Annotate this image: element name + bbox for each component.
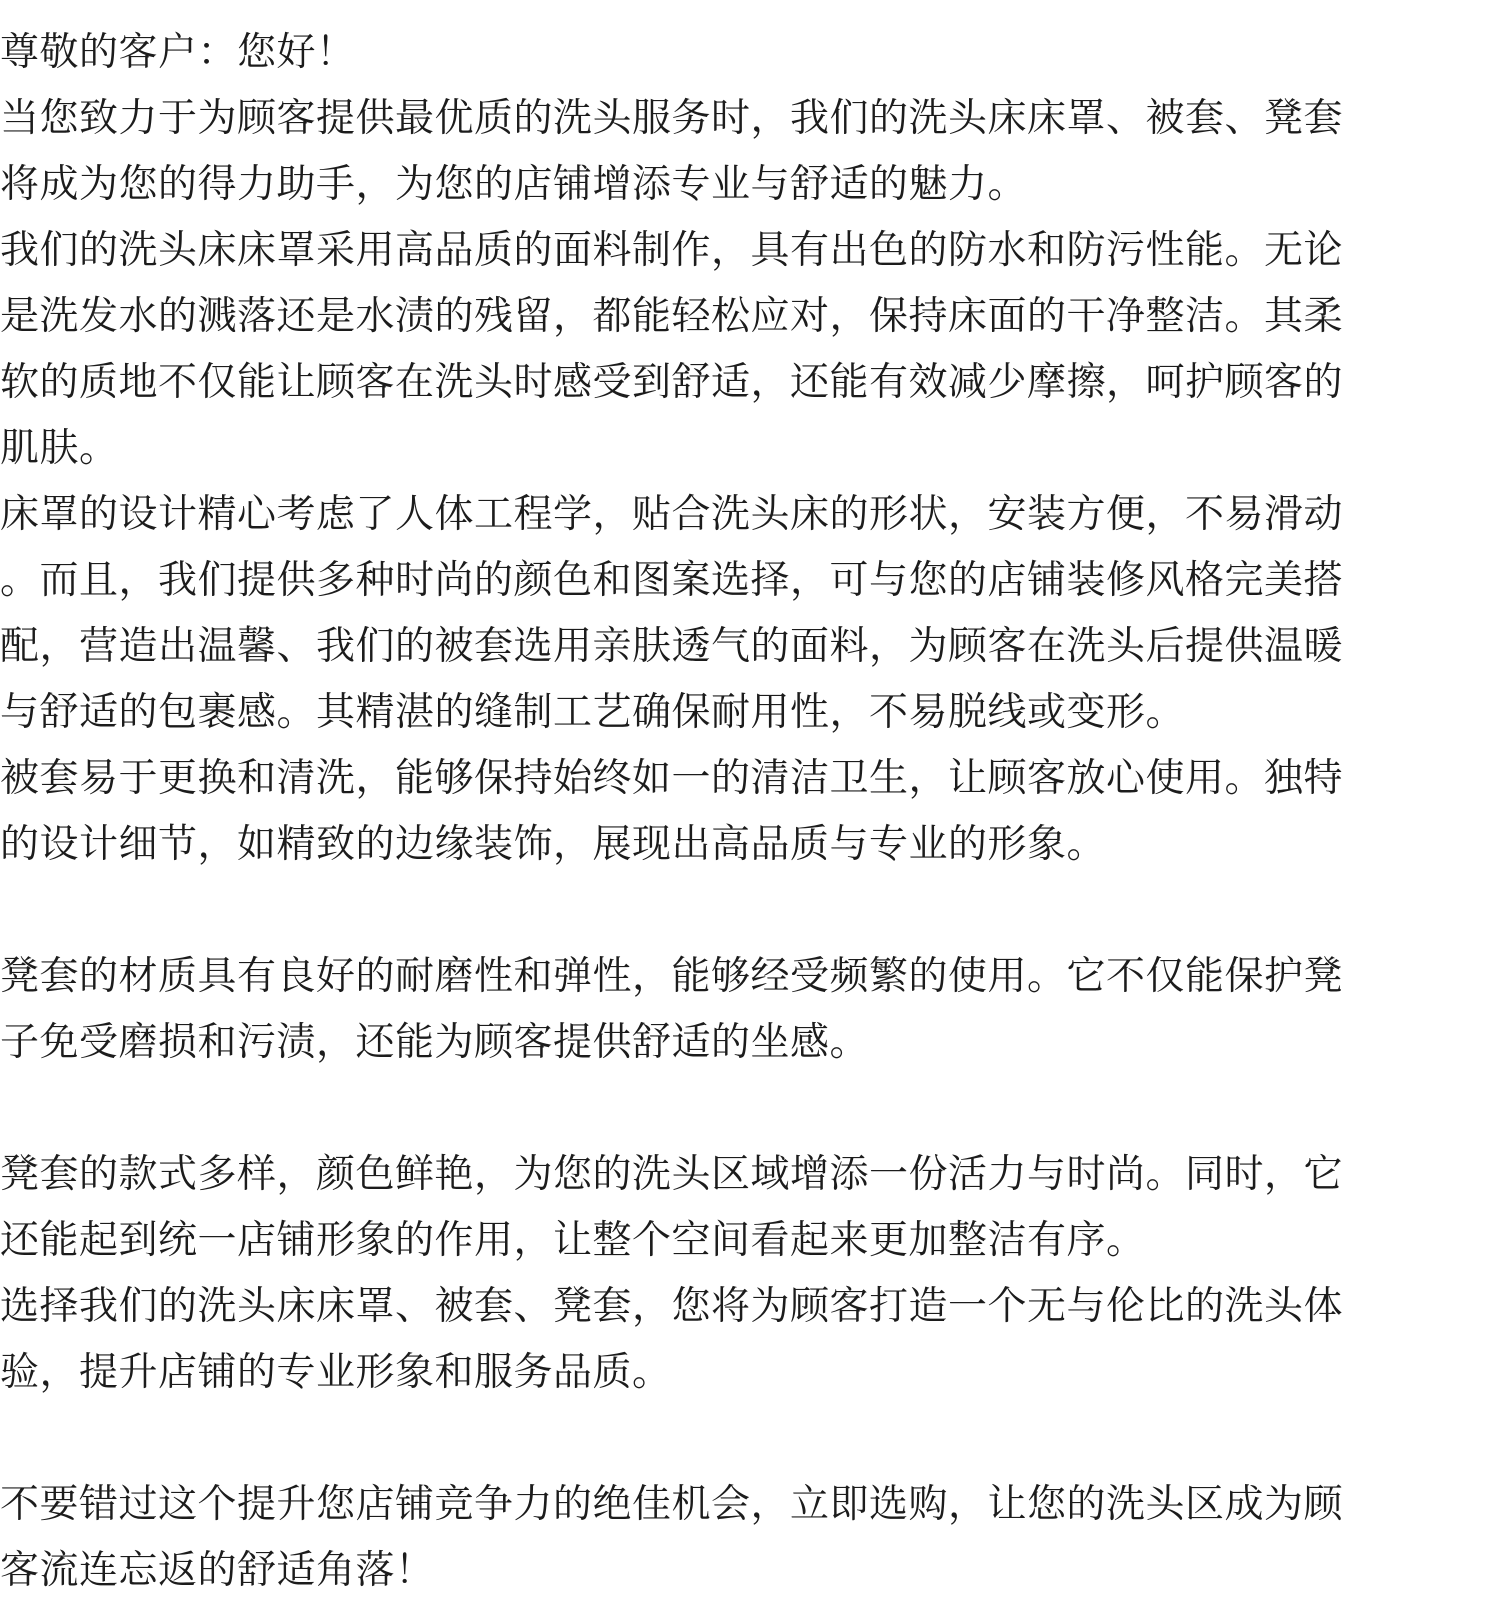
text-line: 配，营造出温馨、我们的被套选用亲肤透气的面料，为顾客在洗头后提供温暖 bbox=[0, 624, 1344, 669]
text-line: 将成为您的得力助手，为您的店铺增添专业与舒适的魅力。 bbox=[0, 162, 1028, 207]
text-line: 与舒适的包裹感。其精湛的缝制工艺确保耐用性，不易脱线或变形。 bbox=[0, 690, 1186, 735]
text-line: 被套易于更换和清洗，能够保持始终如一的清洁卫生，让顾客放心使用。独特 bbox=[0, 756, 1344, 801]
text-line: 还能起到统一店铺形象的作用，让整个空间看起来更加整洁有序。 bbox=[0, 1218, 1146, 1263]
text-line: 软的质地不仅能让顾客在洗头时感受到舒适，还能有效减少摩擦，呵护顾客的 bbox=[0, 360, 1344, 405]
text-line: 凳套的材质具有良好的耐磨性和弹性，能够经受频繁的使用。它不仅能保护凳 bbox=[0, 954, 1344, 999]
text-line: 我们的洗头床床罩采用高品质的面料制作，具有出色的防水和防污性能。无论 bbox=[0, 228, 1344, 273]
text-line: 选择我们的洗头床床罩、被套、凳套，您将为顾客打造一个无与伦比的洗头体 bbox=[0, 1284, 1344, 1329]
closing-line: 客流连忘返的舒适角落！ bbox=[0, 1548, 435, 1593]
text-line: 。而且，我们提供多种时尚的颜色和图案选择，可与您的店铺装修风格完美搭 bbox=[0, 558, 1344, 603]
text-line: 子免受磨损和污渍，还能为顾客提供舒适的坐感。 bbox=[0, 1020, 870, 1065]
paragraph-spacer bbox=[0, 878, 1500, 944]
paragraph-spacer bbox=[0, 1076, 1500, 1142]
closing-line: 不要错过这个提升您店铺竞争力的绝佳机会，立即选购，让您的洗头区成为顾 bbox=[0, 1482, 1344, 1527]
document-body bbox=[0, 20, 1500, 1604]
text-line: 当您致力于为顾客提供最优质的洗头服务时，我们的洗头床床罩、被套、凳套 bbox=[0, 96, 1344, 141]
paragraph-spacer bbox=[0, 1406, 1500, 1472]
text-line: 床罩的设计精心考虑了人体工程学，贴合洗头床的形状，安装方便，不易滑动 bbox=[0, 492, 1344, 537]
text-line: 的设计细节，如精致的边缘装饰，展现出高品质与专业的形象。 bbox=[0, 822, 1107, 867]
text-line: 凳套的款式多样，颜色鲜艳，为您的洗头区域增添一份活力与时尚。同时，它 bbox=[0, 1152, 1344, 1197]
text-line: 肌肤。 bbox=[0, 426, 119, 471]
text-line: 验，提升店铺的专业形象和服务品质。 bbox=[0, 1350, 672, 1395]
text-line: 是洗发水的溅落还是水渍的残留，都能轻松应对，保持床面的干净整洁。其柔 bbox=[0, 294, 1344, 339]
greeting-line: 尊敬的客户：您好！ bbox=[0, 30, 356, 75]
